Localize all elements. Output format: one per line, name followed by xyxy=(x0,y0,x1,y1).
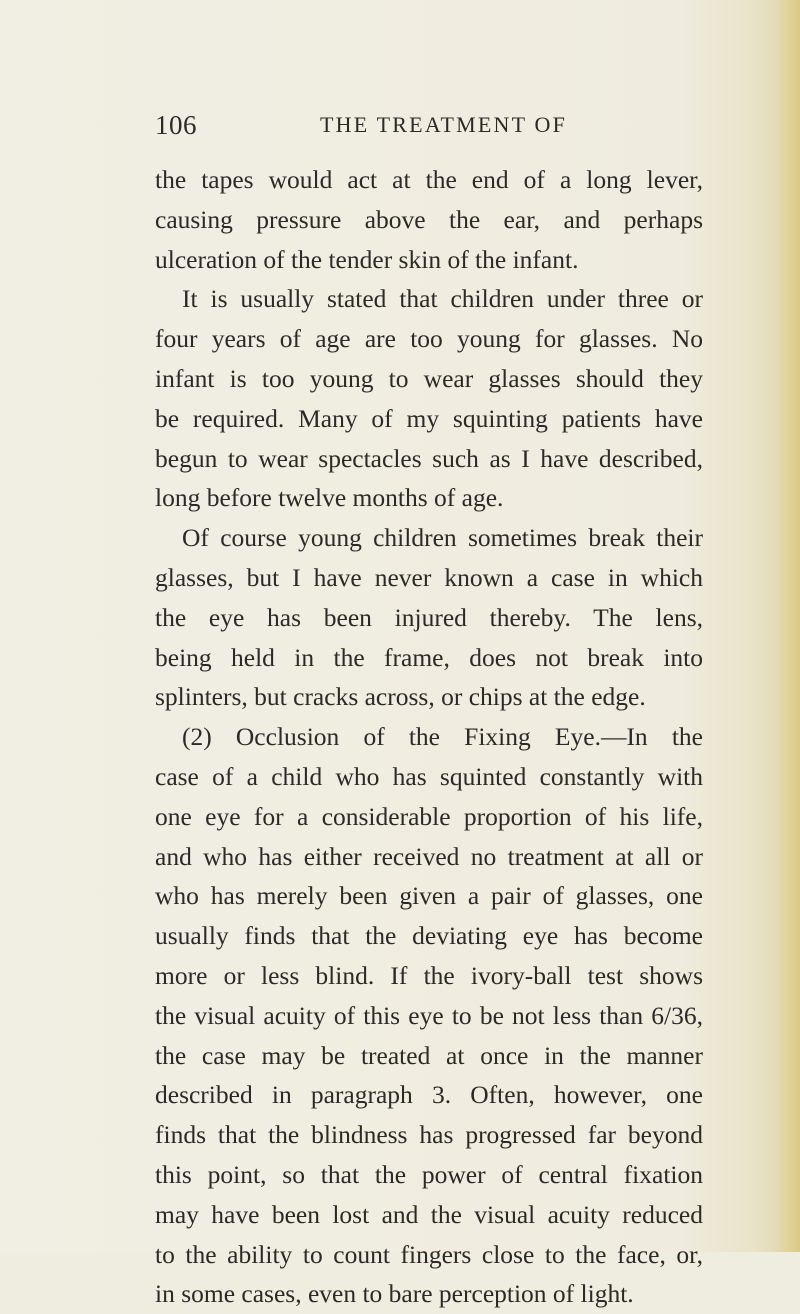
text-line: and who has either received no treatment at all or xyxy=(155,841,703,871)
text-line: infant is too young to wear glasses should they xyxy=(155,363,703,393)
text-line: It is usually stated that children under three or xyxy=(182,284,703,314)
text-line: in some cases, even to bare perception of light. xyxy=(155,1279,634,1309)
text-line: being held in the frame, does not break into xyxy=(155,642,703,672)
text-line: causing pressure above the ear, and perhaps xyxy=(155,204,703,234)
text-line: described in paragraph 3. Often, however, one xyxy=(155,1080,703,1110)
text-line: who has merely been given a pair of glasses, one xyxy=(155,881,703,911)
text-line: case of a child who has squinted constantly with xyxy=(155,761,703,791)
text-line: the tapes would act at the end of a long lever, xyxy=(155,165,703,194)
text-line: the case may be treated at once in the manner xyxy=(155,1040,703,1070)
text-line: this point, so that the power of central fixation xyxy=(155,1159,703,1189)
text-line: ulceration of the tender skin of the infant. xyxy=(155,244,579,274)
text-line: (2) Occlusion of the Fixing Eye.—In the xyxy=(182,722,703,752)
text-line: glasses, but I have never known a case in which xyxy=(155,562,703,592)
page-number: 106 xyxy=(155,110,197,140)
text-line: to the ability to count fingers close to the face, or, xyxy=(155,1239,703,1269)
text-line: usually finds that the deviating eye has become xyxy=(155,921,703,951)
text-line: may have been lost and the visual acuity reduced xyxy=(155,1199,703,1229)
text-line: splinters, but cracks across, or chips at the edge. xyxy=(155,682,646,712)
text-line: be required. Many of my squinting patients have xyxy=(155,403,703,433)
text-line: one eye for a considerable proportion of his life, xyxy=(155,801,703,831)
text-line: Of course young children sometimes break their xyxy=(182,523,703,553)
text-line: the visual acuity of this eye to be not less than 6/36, xyxy=(155,1000,703,1030)
text-line: more or less blind. If the ivory-ball test shows xyxy=(155,960,703,990)
text-line: four years of age are too young for glasses. No xyxy=(155,324,703,354)
text-line: finds that the blindness has progressed far beyond xyxy=(155,1120,703,1150)
text-line: the eye has been injured thereby. The lens, xyxy=(155,602,703,632)
text-line: long before twelve months of age. xyxy=(155,483,504,513)
page-edge xyxy=(778,0,800,1252)
text-line: begun to wear spectacles such as I have described, xyxy=(155,443,703,473)
running-head: THE TREATMENT OF xyxy=(320,112,568,137)
page-header xyxy=(155,110,700,150)
body-text xyxy=(155,160,703,1314)
